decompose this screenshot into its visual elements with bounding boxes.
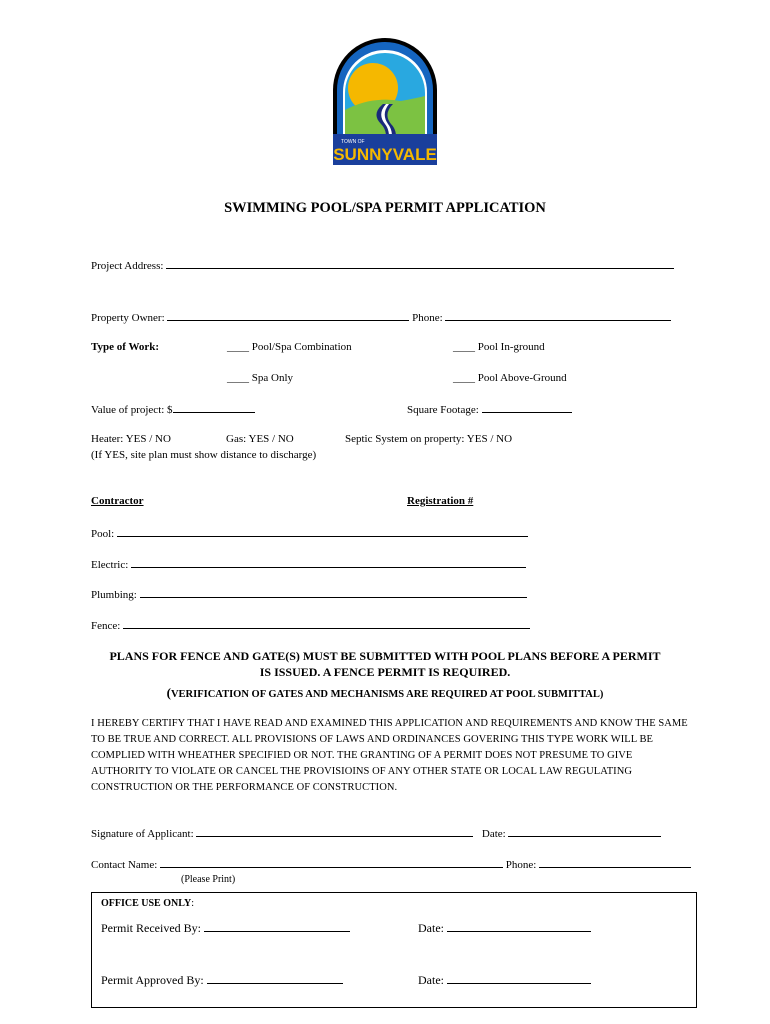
- project-address-row: [91, 258, 674, 272]
- square-footage-row: [407, 402, 572, 416]
- permit-received-label: Permit Received By:: [101, 921, 201, 935]
- contact-phone-field[interactable]: [539, 857, 691, 868]
- office-use-title: OFFICE USE ONLY: [101, 898, 192, 909]
- contractor-pool-label: Pool:: [91, 528, 115, 540]
- office-use-heading: [101, 898, 194, 909]
- office-use-colon: :: [191, 898, 194, 909]
- heater-yes-no[interactable]: Heater: YES / NO: [91, 433, 171, 445]
- contact-phone-label: Phone:: [505, 859, 537, 871]
- received-date-field[interactable]: [447, 921, 591, 932]
- type-of-work-label: Type of Work:: [91, 341, 160, 353]
- property-owner-field[interactable]: [167, 310, 409, 321]
- contractor-fence-field[interactable]: [123, 618, 530, 629]
- approved-date-label: Date:: [418, 973, 444, 987]
- option-spa-only[interactable]: ____ Spa Only: [227, 372, 293, 384]
- verification-note: [60, 685, 710, 701]
- contractor-heading: Contractor: [91, 495, 144, 507]
- form-title: SWIMMING POOL/SPA PERMIT APPLICATION: [224, 200, 546, 216]
- logo-name: SUNNYVALE: [333, 145, 437, 164]
- gas-yes-no[interactable]: Gas: YES / NO: [226, 433, 294, 445]
- please-print-note: (Please Print): [181, 874, 236, 885]
- septic-yes-no[interactable]: Septic System on property: YES / NO: [345, 433, 513, 445]
- approved-date-field[interactable]: [447, 973, 591, 984]
- town-logo: [331, 38, 439, 166]
- signature-date-label: Date:: [481, 828, 506, 840]
- contractor-plumbing-label: Plumbing:: [91, 589, 137, 601]
- logo-town-of: TOWN OF: [341, 139, 365, 145]
- project-value-field[interactable]: [173, 402, 255, 413]
- project-address-field[interactable]: [166, 258, 674, 269]
- square-footage-field[interactable]: [482, 402, 572, 413]
- contractor-electric-label: Electric:: [91, 559, 129, 571]
- contractor-plumbing-field[interactable]: [140, 587, 527, 598]
- owner-phone-label: Phone:: [412, 312, 443, 324]
- office-use-box: [91, 892, 697, 1008]
- owner-phone-field[interactable]: [445, 310, 671, 321]
- signature-field[interactable]: [196, 826, 473, 837]
- signature-date-field[interactable]: [508, 826, 661, 837]
- square-footage-label: Square Footage:: [407, 404, 479, 416]
- option-pool-in-ground[interactable]: ____ Pool In-ground: [453, 341, 545, 353]
- certification-statement: I HEREBY CERTIFY THAT I HAVE READ AND EXAMINED THIS APPLICATION AND REQUIREMENTS AND KNOW THE SAME TO BE TRUE AND CORRECT. ALL PROVISIONS OF LAWS AND ORDINANCES GOVERING THIS TYPE WORK WILL BE COMPLIED WITH WHEATHER SPECIFIED OR NOT. THE GRANTING OF A PERMIT DOES NOT PRESUME TO GIVE AUTHORITY TO VIOLATE OR CANCEL THE PROVISIOINS OF ANY OTHER STATE OR LOCAL LAW REGULATING CONSTRUCTION OR THE PERFORMANCE OF CONSTRUCTION.: [91, 718, 688, 793]
- contractor-electric-field[interactable]: [131, 557, 526, 568]
- verification-text: VERIFICATION OF GATES AND MECHANISMS ARE REQUIRED AT POOL SUBMITTAL): [170, 689, 604, 700]
- contractor-row-fence: [91, 618, 530, 632]
- contact-name-field[interactable]: [160, 857, 503, 868]
- project-value-label: Value of project: $: [91, 404, 173, 416]
- notice-line-2: IS ISSUED. A FENCE PERMIT IS REQUIRED.: [259, 665, 511, 679]
- contact-row: [91, 857, 691, 871]
- received-date-row: [418, 921, 591, 936]
- contractor-row-plumbing: [91, 587, 527, 601]
- contractor-fence-label: Fence:: [91, 620, 121, 632]
- property-owner-row: [91, 310, 671, 324]
- notice-line-1: PLANS FOR FENCE AND GATE(S) MUST BE SUBMITTED WITH POOL PLANS BEFORE A PERMIT: [109, 649, 661, 663]
- signature-label: Signature of Applicant:: [91, 828, 194, 840]
- contractor-row-pool: [91, 526, 528, 540]
- verification-paren: (: [166, 685, 171, 700]
- approved-date-row: [418, 973, 591, 988]
- option-pool-spa-combination[interactable]: ____ Pool/Spa Combination: [227, 341, 352, 353]
- option-pool-above-ground[interactable]: ____ Pool Above-Ground: [453, 372, 567, 384]
- permit-received-row: [101, 921, 350, 936]
- registration-heading: Registration #: [407, 495, 474, 507]
- permit-received-field[interactable]: [204, 921, 350, 932]
- signature-row: [91, 826, 661, 840]
- contractor-pool-field[interactable]: [117, 526, 528, 537]
- permit-approved-field[interactable]: [207, 973, 343, 984]
- property-owner-label: Property Owner:: [91, 312, 165, 324]
- permit-approved-row: [101, 973, 343, 988]
- received-date-label: Date:: [418, 921, 444, 935]
- contractor-row-electric: [91, 557, 526, 571]
- contact-name-label: Contact Name:: [91, 859, 158, 871]
- permit-approved-label: Permit Approved By:: [101, 973, 204, 987]
- project-address-label: Project Address:: [91, 260, 164, 272]
- septic-note: (If YES, site plan must show distance to discharge): [91, 449, 317, 461]
- project-value-row: [91, 402, 255, 416]
- fence-plans-notice: [60, 648, 710, 680]
